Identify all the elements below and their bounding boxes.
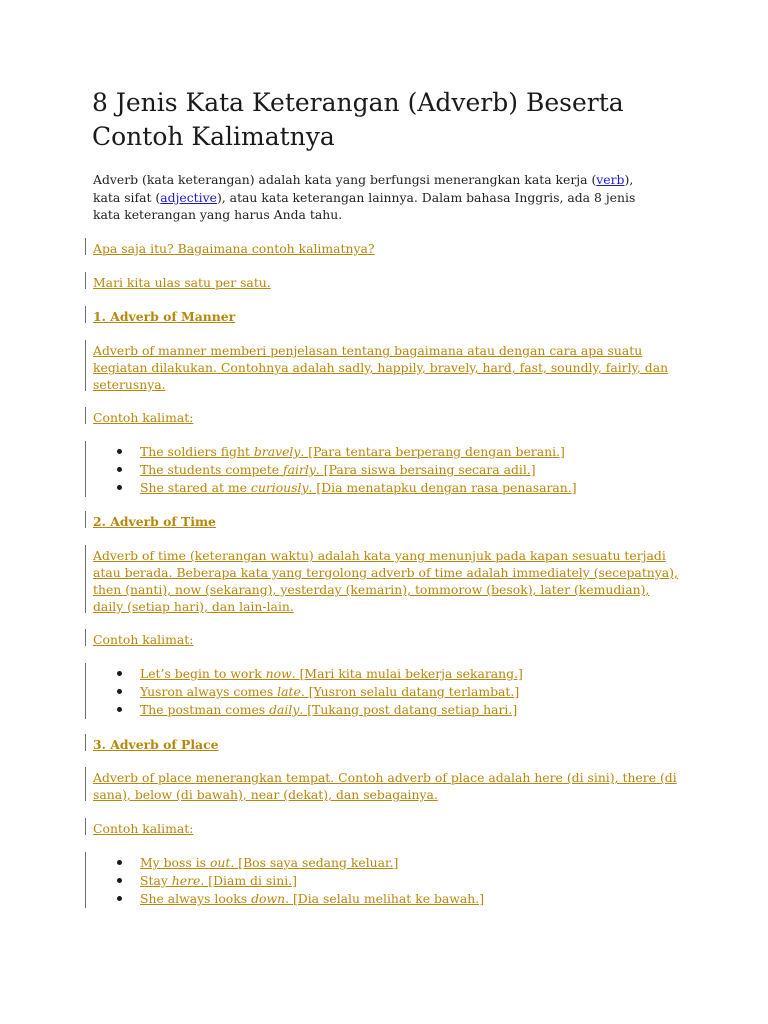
example-label: Contoh kalimat: <box>93 821 194 836</box>
list-item: Let’s begin to work now. [Mari kita mulai bekerja sekarang.] <box>93 665 523 683</box>
example-label: Contoh kalimat: <box>93 410 194 425</box>
list-item: Yusron always comes late. [Yusron selalu datang terlambat.] <box>93 683 523 701</box>
list-item: The soldiers fight bravely. [Para tentara berperang dengan berani.] <box>93 443 577 461</box>
section-heading: 1. Adverb of Manner <box>93 309 236 324</box>
bullet-icon <box>117 896 122 901</box>
bullet-icon <box>117 689 122 694</box>
change-bar <box>85 545 86 613</box>
bullet-icon <box>117 485 122 490</box>
section-description: Adverb of manner memberi penjelasan tentang bagaimana atau dengan cara apa suatu kegiatan dilakukan. Contohnya adalah sadly, happily, bravely, hard, fast, soundly, fairly, dan seterusnya. <box>93 343 669 392</box>
change-bar <box>85 629 86 646</box>
example-list <box>93 443 577 497</box>
list-item: My boss is out. [Bos saya sedang keluar.] <box>93 854 484 872</box>
list-item: She always looks down. [Dia selalu melihat ke bawah.] <box>93 890 484 908</box>
section-heading: 2. Adverb of Time <box>93 514 216 529</box>
change-bar <box>85 306 86 323</box>
change-bar <box>85 767 86 801</box>
example-list <box>93 665 523 719</box>
change-bar <box>85 511 86 528</box>
bullet-icon <box>117 878 122 883</box>
list-item: Stay here. [Diam di sini.] <box>93 872 484 890</box>
change-bar <box>85 238 86 255</box>
intro-text-3: ), atau kata keterangan lainnya. Dalam bahasa Inggris, ada 8 jenis kata keterangan yang harus Anda tahu. <box>93 189 636 222</box>
bullet-icon <box>117 449 122 454</box>
bullet-icon <box>117 467 122 472</box>
section-heading: 3. Adverb of Place <box>93 737 219 752</box>
section-description: Adverb of place menerangkan tempat. Contoh adverb of place adalah here (di sini), there (di sana), below (di bawah), near (dekat), dan sebagainya. <box>93 770 677 802</box>
change-bar <box>85 441 86 497</box>
list-item: The postman comes daily. [Tukang post datang setiap hari.] <box>93 701 523 719</box>
example-label: Contoh kalimat: <box>93 632 194 647</box>
intro-paragraph <box>93 171 663 224</box>
verb-link[interactable]: verb <box>596 172 625 187</box>
example-list <box>93 854 484 908</box>
change-bar <box>85 407 86 424</box>
list-item: She stared at me curiously. [Dia menatapku dengan rasa penasaran.] <box>93 479 577 497</box>
change-bar <box>85 734 86 751</box>
change-bar <box>85 852 86 908</box>
bullet-icon <box>117 707 122 712</box>
change-bar <box>85 663 86 719</box>
adjective-link[interactable]: adjective <box>160 189 217 205</box>
change-bar <box>85 272 86 289</box>
intro-text-2: ), kata sifat ( <box>93 172 634 205</box>
intro-text-1: Adverb (kata keterangan) adalah kata yang berfungsi menerangkan kata kerja ( <box>93 172 597 187</box>
change-bar <box>85 340 86 391</box>
intro-line: Mari kita ulas satu per satu. <box>93 275 271 290</box>
bullet-icon <box>117 860 122 865</box>
question-line: Apa saja itu? Bagaimana contoh kalimatnya? <box>93 241 375 256</box>
bullet-icon <box>117 671 122 676</box>
article-title: 8 Jenis Kata Keterangan (Adverb) Beserta Contoh Kalimatnya <box>92 88 624 151</box>
change-bar <box>85 818 86 835</box>
section-description: Adverb of time (keterangan waktu) adalah kata yang menunjuk pada kapan sesuatu terjadi atau berada. Beberapa kata yang tergolong adverb of time adalah immediately (secepatnya), then (nanti), now (sekarang), yesterday (kemarin), tommorow (besok), later (kemudian), daily (setiap hari), dan lain-lain. <box>93 548 678 614</box>
list-item: The students compete fairly. [Para siswa bersaing secara adil.] <box>93 461 577 479</box>
